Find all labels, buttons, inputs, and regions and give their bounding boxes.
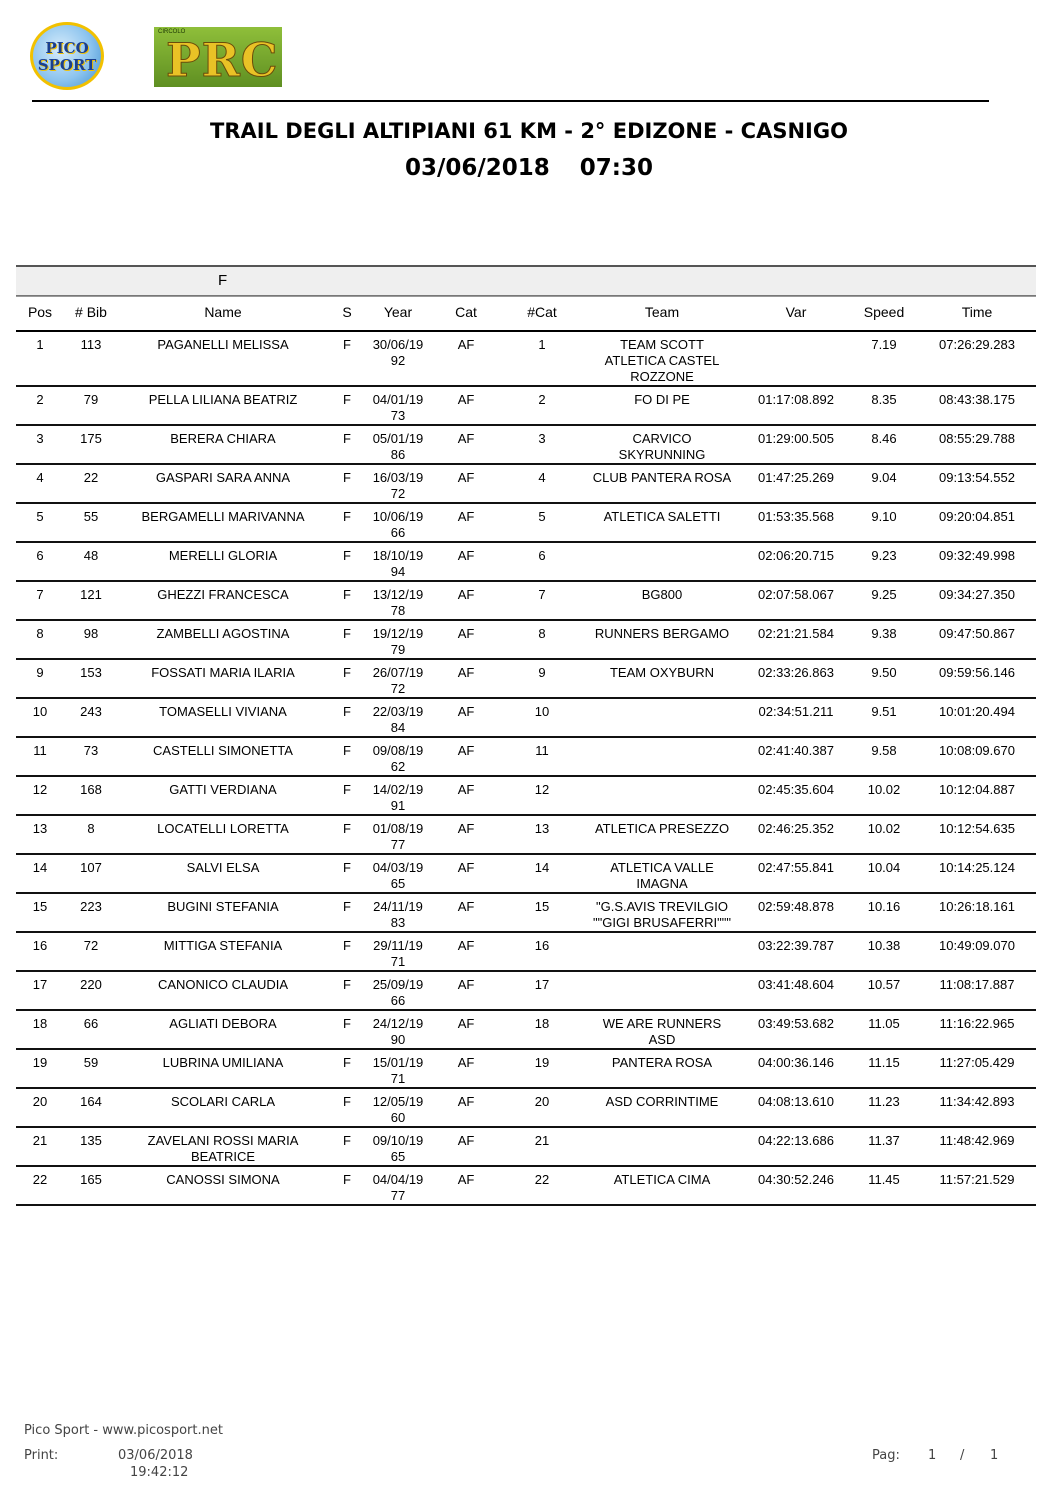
table-row (16, 894, 1036, 933)
cell-pos: 13 (32, 821, 48, 836)
cell-team: "G.S.AVIS TREVILGIO ""GIGI BRUSAFERRI""" (593, 899, 731, 930)
footer-print-date: 03/06/2018 (118, 1448, 193, 1463)
cell-team: ATLETICA SALETTI (603, 509, 721, 524)
cell-sex: F (343, 626, 351, 641)
cell-cat: AF (457, 899, 475, 914)
cell-pos: 22 (32, 1172, 48, 1187)
cell-speed: 11.05 (868, 1016, 900, 1031)
cell-speed: 9.25 (871, 587, 897, 602)
footer-page-separator: / (960, 1448, 965, 1463)
cell-name: GHEZZI FRANCESCA (157, 587, 289, 602)
cell-sex: F (343, 392, 351, 407)
cell-name: MERELLI GLORIA (168, 548, 278, 563)
race-start-time: 07:30 (579, 155, 654, 181)
cell-bib: 55 (83, 509, 99, 524)
cell-name: GATTI VERDIANA (169, 782, 277, 797)
col-bib: # Bib (75, 304, 107, 320)
cell-year: 26/07/19 72 (372, 665, 424, 696)
cell-bib: 153 (80, 665, 102, 680)
cell-cat-rank: 16 (534, 938, 550, 953)
table-row (16, 738, 1036, 777)
cell-pos: 8 (36, 626, 44, 641)
cell-var: 02:41:40.387 (758, 743, 834, 758)
cell-sex: F (343, 587, 351, 602)
cell-var: 04:22:13.686 (758, 1133, 834, 1148)
cell-var: 02:45:35.604 (758, 782, 834, 797)
cell-cat: AF (457, 1133, 475, 1148)
cell-sex: F (343, 860, 351, 875)
cell-sex: F (343, 938, 351, 953)
cell-pos: 7 (36, 587, 44, 602)
cell-cat-rank: 4 (538, 470, 546, 485)
cell-cat-rank: 19 (534, 1055, 550, 1070)
cell-time: 09:32:49.998 (939, 548, 1015, 563)
cell-var: 01:17:08.892 (758, 392, 834, 407)
cell-year: 25/09/19 66 (372, 977, 424, 1008)
cell-sex: F (343, 1016, 351, 1031)
cell-bib: 113 (80, 337, 102, 352)
cell-pos: 17 (32, 977, 48, 992)
cell-pos: 3 (36, 431, 44, 446)
cell-sex: F (343, 1055, 351, 1070)
cell-bib: 72 (83, 938, 99, 953)
cell-year: 18/10/19 94 (372, 548, 424, 579)
cell-var (742, 332, 850, 385)
cell-name: CANOSSI SIMONA (166, 1172, 280, 1187)
cell-year: 05/01/19 86 (372, 431, 424, 462)
cell-pos: 10 (32, 704, 48, 719)
cell-cat: AF (457, 431, 475, 446)
race-datetime (0, 155, 1058, 181)
col-cat: Cat (455, 304, 477, 320)
table-row (16, 933, 1036, 972)
cell-pos: 2 (36, 392, 44, 407)
cell-time: 10:12:54.635 (939, 821, 1015, 836)
cell-sex: F (343, 743, 351, 758)
cell-pos: 4 (36, 470, 44, 485)
cell-pos: 11 (33, 743, 47, 758)
cell-var: 04:08:13.610 (758, 1094, 834, 1109)
cell-pos: 15 (32, 899, 48, 914)
table-row (16, 543, 1036, 582)
cell-speed: 8.46 (871, 431, 897, 446)
col-time: Time (961, 304, 993, 320)
table-row (16, 387, 1036, 426)
cell-time: 11:27:05.429 (939, 1055, 1015, 1070)
col-name: Name (204, 304, 242, 320)
cell-name: BERERA CHIARA (170, 431, 276, 446)
cell-pos: 12 (32, 782, 48, 797)
cell-cat: AF (457, 1094, 475, 1109)
cell-speed: 9.23 (871, 548, 897, 563)
cell-team (582, 738, 742, 775)
cell-team (582, 777, 742, 814)
cell-bib: 243 (80, 704, 102, 719)
logo-text-line-2: SPORT (37, 56, 97, 74)
cell-speed: 11.15 (868, 1055, 900, 1070)
cell-cat-rank: 21 (534, 1133, 550, 1148)
footer-page-total: 1 (990, 1448, 999, 1463)
cell-year: 12/05/19 60 (372, 1094, 424, 1125)
cell-name: CASTELLI SIMONETTA (153, 743, 293, 758)
group-header (16, 265, 1036, 296)
cell-time: 09:59:56.146 (939, 665, 1015, 680)
cell-name: PELLA LILIANA BEATRIZ (148, 392, 298, 407)
cell-time: 10:26:18.161 (939, 899, 1015, 914)
cell-name: ZAMBELLI AGOSTINA (156, 626, 290, 641)
cell-speed: 9.50 (871, 665, 897, 680)
prc-logo-small-text: CIRCOLO (158, 29, 186, 35)
cell-speed: 9.51 (871, 704, 897, 719)
column-header-row (16, 296, 1036, 332)
cell-time: 10:14:25.124 (939, 860, 1015, 875)
cell-team: ASD CORRINTIME (605, 1094, 719, 1109)
cell-bib: 66 (83, 1016, 99, 1031)
cell-sex: F (343, 782, 351, 797)
cell-bib: 48 (83, 548, 99, 563)
col-pos: Pos (27, 304, 53, 320)
cell-team (582, 543, 742, 580)
cell-cat-rank: 1 (538, 337, 546, 352)
table-row (16, 465, 1036, 504)
cell-year: 19/12/19 79 (372, 626, 424, 657)
col-team: Team (644, 304, 680, 320)
cell-speed: 10.02 (867, 782, 901, 797)
cell-var: 02:59:48.878 (758, 899, 834, 914)
cell-time: 11:48:42.969 (939, 1133, 1015, 1148)
cell-time: 08:55:29.788 (939, 431, 1015, 446)
cell-bib: 121 (80, 587, 102, 602)
col-speed: Speed (863, 304, 905, 320)
cell-var: 02:46:25.352 (758, 821, 834, 836)
cell-time: 10:08:09.670 (939, 743, 1015, 758)
col-var: Var (785, 304, 807, 320)
cell-year: 14/02/19 91 (372, 782, 424, 813)
cell-name: GASPARI SARA ANNA (155, 470, 291, 485)
cell-cat-rank: 20 (534, 1094, 550, 1109)
cell-cat: AF (457, 782, 475, 797)
cell-year: 13/12/19 78 (372, 587, 424, 618)
cell-var: 01:47:25.269 (758, 470, 834, 485)
cell-speed: 11.23 (868, 1094, 900, 1109)
cell-var: 02:07:58.067 (758, 587, 834, 602)
cell-name: MITTIGA STEFANIA (163, 938, 283, 953)
cell-cat: AF (457, 821, 475, 836)
cell-time: 09:47:50.867 (939, 626, 1015, 641)
cell-name: ZAVELANI ROSSI MARIA BEATRICE (147, 1133, 299, 1164)
cell-pos: 19 (32, 1055, 48, 1070)
cell-time: 11:16:22.965 (939, 1016, 1015, 1031)
cell-speed: 9.04 (871, 470, 897, 485)
cell-speed: 9.10 (871, 509, 897, 524)
cell-cat: AF (457, 938, 475, 953)
cell-cat: AF (457, 704, 475, 719)
cell-speed: 11.37 (868, 1133, 900, 1148)
cell-team: RUNNERS BERGAMO (594, 626, 730, 641)
race-title: TRAIL DEGLI ALTIPIANI 61 KM - 2° EDIZONE - CASNIGO (210, 119, 848, 143)
cell-bib: 164 (80, 1094, 102, 1109)
table-row (16, 816, 1036, 855)
table-row (16, 777, 1036, 816)
cell-name: FOSSATI MARIA ILARIA (151, 665, 295, 680)
table-row (16, 972, 1036, 1011)
table-row (16, 426, 1036, 465)
cell-pos: 21 (32, 1133, 48, 1148)
cell-cat-rank: 7 (538, 587, 546, 602)
cell-team: CLUB PANTERA ROSA (592, 470, 732, 485)
col-cat-rank: #Cat (527, 304, 557, 320)
cell-name: SCOLARI CARLA (170, 1094, 276, 1109)
cell-speed: 11.45 (868, 1172, 900, 1187)
cell-sex: F (343, 821, 351, 836)
prc-logo (154, 27, 282, 87)
cell-var: 03:41:48.604 (758, 977, 834, 992)
cell-cat-rank: 3 (538, 431, 546, 446)
cell-year: 01/08/19 77 (372, 821, 424, 852)
cell-year: 24/11/19 83 (373, 899, 423, 930)
table-row (16, 1089, 1036, 1128)
cell-cat-rank: 6 (538, 548, 546, 563)
group-label: F (218, 272, 228, 289)
cell-sex: F (343, 470, 351, 485)
cell-speed: 7.19 (871, 337, 897, 352)
pico-sport-logo (30, 22, 104, 90)
cell-sex: F (343, 899, 351, 914)
cell-team: FO DI PE (634, 392, 690, 407)
cell-bib: 175 (80, 431, 102, 446)
cell-team: ATLETICA VALLE IMAGNA (610, 860, 714, 891)
cell-year: 16/03/19 72 (372, 470, 424, 501)
cell-bib: 22 (83, 470, 99, 485)
cell-var: 04:30:52.246 (758, 1172, 834, 1187)
cell-var: 02:33:26.863 (758, 665, 834, 680)
table-row (16, 582, 1036, 621)
cell-team (582, 972, 742, 1009)
cell-cat-rank: 5 (538, 509, 546, 524)
race-date: 03/06/2018 (404, 155, 550, 181)
cell-cat-rank: 15 (534, 899, 550, 914)
cell-cat: AF (457, 337, 475, 352)
cell-sex: F (343, 548, 351, 563)
cell-time: 07:26:29.283 (939, 337, 1015, 352)
table-row (16, 1050, 1036, 1089)
cell-year: 22/03/19 84 (372, 704, 424, 735)
cell-team: TEAM SCOTT ATLETICA CASTEL ROZZONE (604, 337, 720, 384)
cell-team: ATLETICA PRESEZZO (594, 821, 730, 836)
table-row (16, 855, 1036, 894)
cell-cat-rank: 14 (534, 860, 550, 875)
cell-cat: AF (457, 509, 475, 524)
cell-bib: 220 (80, 977, 102, 992)
table-row (16, 1128, 1036, 1167)
cell-bib: 165 (80, 1172, 102, 1187)
cell-var: 02:06:20.715 (758, 548, 834, 563)
cell-name: CANONICO CLAUDIA (157, 977, 289, 992)
cell-cat-rank: 8 (538, 626, 546, 641)
cell-team: CARVICO SKYRUNNING (618, 431, 706, 462)
prc-logo-text: PRC (166, 33, 279, 87)
cell-pos: 14 (32, 860, 48, 875)
cell-speed: 9.58 (871, 743, 897, 758)
cell-var: 03:22:39.787 (758, 938, 834, 953)
cell-cat: AF (457, 548, 475, 563)
results-table (16, 265, 1036, 1206)
results-body (16, 332, 1036, 1206)
cell-cat-rank: 13 (534, 821, 550, 836)
cell-sex: F (343, 509, 351, 524)
header-divider (32, 100, 989, 102)
cell-team: BG800 (641, 587, 683, 602)
cell-year: 10/06/19 66 (372, 509, 424, 540)
cell-cat: AF (457, 587, 475, 602)
cell-year: 04/01/19 73 (372, 392, 424, 423)
cell-name: TOMASELLI VIVIANA (159, 704, 287, 719)
cell-cat-rank: 22 (534, 1172, 550, 1187)
cell-cat: AF (457, 860, 475, 875)
cell-time: 11:57:21.529 (939, 1172, 1015, 1187)
cell-cat-rank: 17 (534, 977, 550, 992)
cell-bib: 73 (83, 743, 99, 758)
cell-time: 09:13:54.552 (939, 470, 1015, 485)
footer-print-time: 19:42:12 (130, 1465, 189, 1480)
cell-name: LUBRINA UMILIANA (162, 1055, 284, 1070)
cell-speed: 10.02 (867, 821, 901, 836)
table-row (16, 504, 1036, 543)
cell-var: 02:34:51.211 (758, 704, 834, 719)
cell-var: 04:00:36.146 (758, 1055, 834, 1070)
cell-cat: AF (457, 392, 475, 407)
cell-bib: 79 (83, 392, 99, 407)
cell-cat: AF (457, 470, 475, 485)
cell-sex: F (343, 977, 351, 992)
cell-cat: AF (457, 977, 475, 992)
table-row (16, 1011, 1036, 1050)
cell-cat: AF (457, 1055, 475, 1070)
cell-cat-rank: 2 (538, 392, 546, 407)
cell-var: 01:53:35.568 (758, 509, 834, 524)
table-row (16, 699, 1036, 738)
cell-time: 09:34:27.350 (939, 587, 1015, 602)
cell-team (582, 933, 742, 970)
cell-team: WE ARE RUNNERS ASD (602, 1016, 722, 1047)
cell-pos: 18 (32, 1016, 48, 1031)
cell-var: 02:47:55.841 (758, 860, 834, 875)
footer-page-label: Pag: (872, 1448, 900, 1463)
cell-var: 01:29:00.505 (758, 431, 834, 446)
cell-time: 08:43:38.175 (939, 392, 1015, 407)
cell-sex: F (343, 1133, 351, 1148)
cell-bib: 98 (83, 626, 99, 641)
cell-team (582, 699, 742, 736)
cell-year: 04/04/19 77 (372, 1172, 424, 1203)
cell-cat: AF (457, 1016, 475, 1031)
cell-pos: 5 (36, 509, 44, 524)
cell-team (582, 1128, 742, 1165)
cell-time: 11:08:17.887 (939, 977, 1015, 992)
cell-name: BERGAMELLI MARIVANNA (141, 509, 305, 524)
cell-name: LOCATELLI LORETTA (157, 821, 289, 836)
cell-name: PAGANELLI MELISSA (157, 337, 289, 352)
cell-speed: 10.04 (867, 860, 901, 875)
cell-year: 24/12/19 90 (372, 1016, 424, 1047)
footer-site: Pico Sport - www.picosport.net (24, 1423, 223, 1438)
cell-cat: AF (457, 1172, 475, 1187)
cell-var: 02:21:21.584 (758, 626, 834, 641)
cell-cat: AF (457, 665, 475, 680)
cell-sex: F (343, 704, 351, 719)
cell-cat-rank: 10 (534, 704, 550, 719)
col-sex: S (342, 304, 352, 320)
cell-sex: F (343, 1172, 351, 1187)
cell-sex: F (343, 337, 351, 352)
cell-pos: 9 (36, 665, 44, 680)
cell-cat: AF (457, 626, 475, 641)
cell-speed: 10.57 (867, 977, 901, 992)
cell-time: 10:12:04.887 (939, 782, 1015, 797)
cell-bib: 8 (87, 821, 95, 836)
cell-year: 30/06/19 92 (372, 337, 424, 368)
table-row (16, 1167, 1036, 1206)
cell-time: 09:20:04.851 (939, 509, 1015, 524)
cell-pos: 16 (32, 938, 48, 953)
col-year: Year (383, 304, 413, 320)
cell-bib: 168 (80, 782, 102, 797)
footer-print-label: Print: (24, 1448, 59, 1463)
cell-time: 10:01:20.494 (939, 704, 1015, 719)
cell-sex: F (343, 431, 351, 446)
cell-speed: 8.35 (871, 392, 897, 407)
cell-speed: 10.38 (867, 938, 901, 953)
table-row (16, 660, 1036, 699)
cell-sex: F (343, 1094, 351, 1109)
cell-time: 11:34:42.893 (939, 1094, 1015, 1109)
cell-year: 04/03/19 65 (372, 860, 424, 891)
cell-team: PANTERA ROSA (611, 1055, 713, 1070)
cell-cat: AF (457, 743, 475, 758)
cell-pos: 6 (36, 548, 44, 563)
cell-year: 09/08/19 62 (372, 743, 424, 774)
cell-cat-rank: 9 (538, 665, 546, 680)
cell-bib: 107 (80, 860, 102, 875)
cell-sex: F (343, 665, 351, 680)
cell-year: 29/11/19 71 (373, 938, 423, 969)
cell-cat-rank: 12 (534, 782, 550, 797)
cell-cat-rank: 18 (534, 1016, 550, 1031)
table-row (16, 332, 1036, 387)
cell-speed: 9.38 (871, 626, 897, 641)
cell-pos: 20 (32, 1094, 48, 1109)
cell-year: 09/10/19 65 (372, 1133, 424, 1164)
cell-speed: 10.16 (867, 899, 901, 914)
table-row (16, 621, 1036, 660)
cell-name: SALVI ELSA (186, 860, 260, 875)
cell-bib: 59 (83, 1055, 99, 1070)
footer-page-current: 1 (928, 1448, 937, 1463)
cell-team: TEAM OXYBURN (609, 665, 714, 680)
cell-pos: 1 (36, 337, 44, 352)
cell-bib: 135 (80, 1133, 102, 1148)
cell-name: AGLIATI DEBORA (169, 1016, 277, 1031)
cell-team: ATLETICA CIMA (613, 1172, 711, 1187)
cell-var: 03:49:53.682 (758, 1016, 834, 1031)
cell-cat-rank: 11 (535, 743, 549, 758)
cell-bib: 223 (80, 899, 102, 914)
logo-text-line-1: PICO (45, 39, 89, 57)
cell-time: 10:49:09.070 (939, 938, 1015, 953)
cell-year: 15/01/19 71 (372, 1055, 424, 1086)
cell-name: BUGINI STEFANIA (167, 899, 279, 914)
